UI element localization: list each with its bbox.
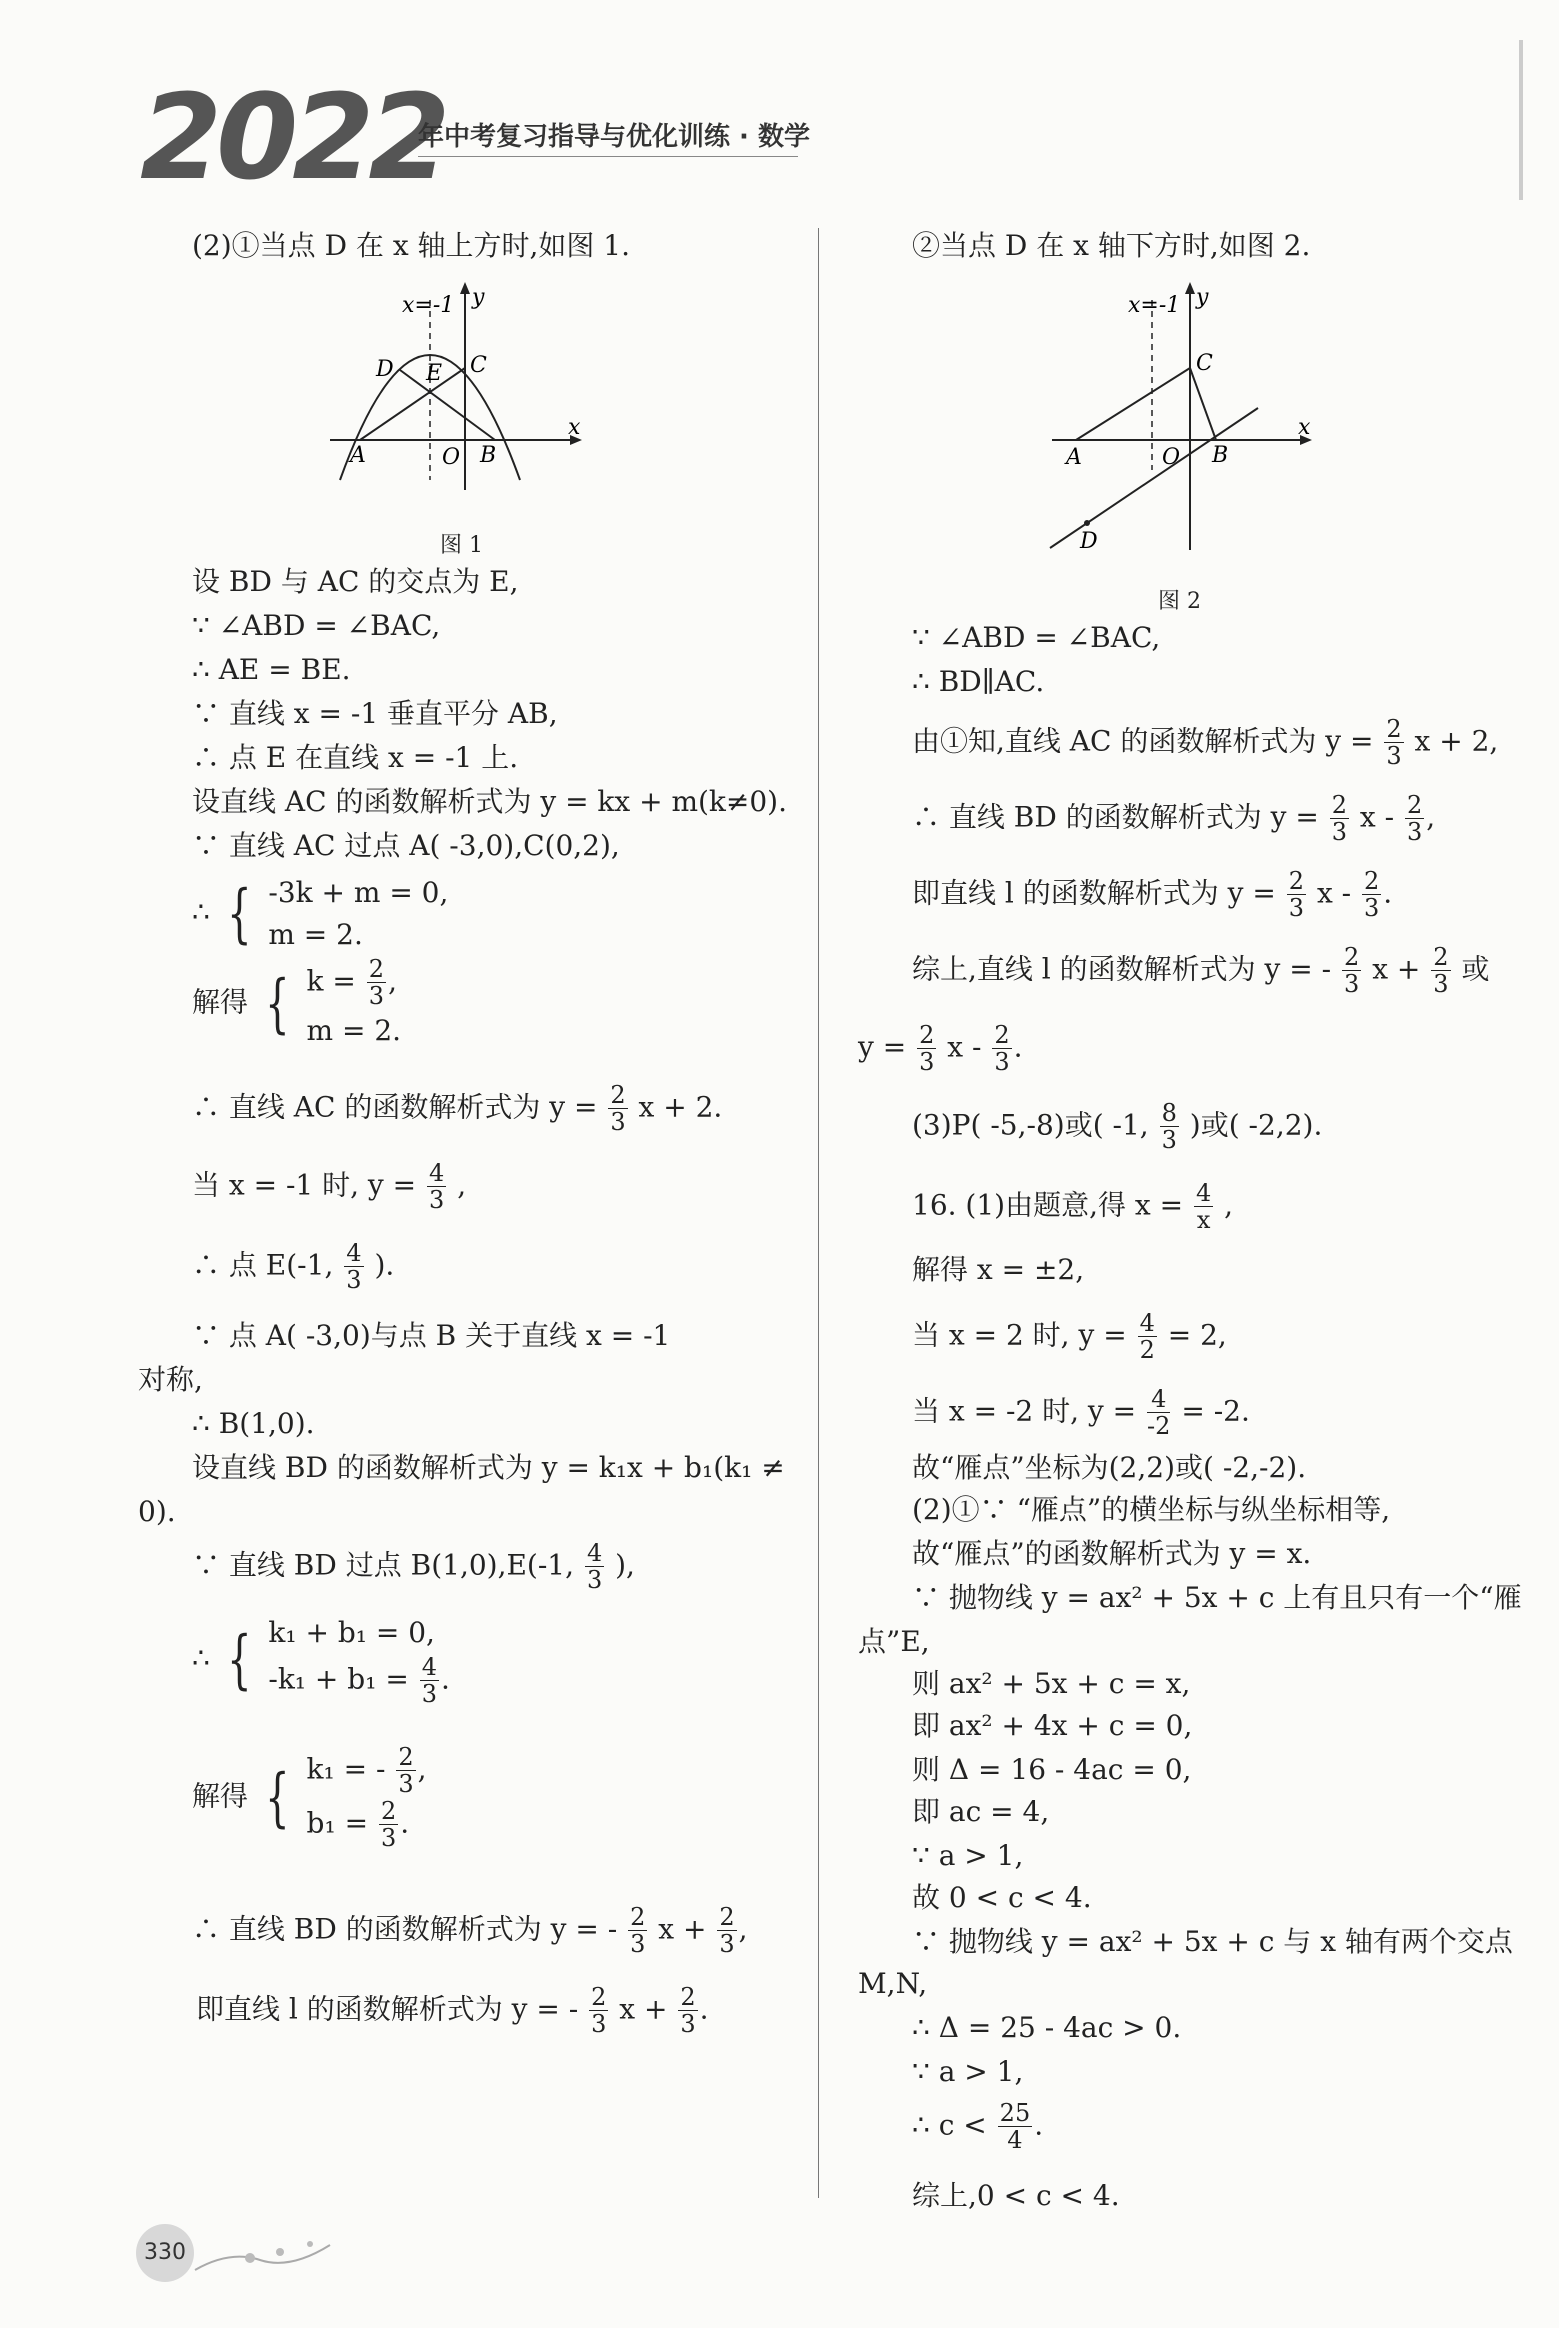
system-1-eq-a: -3k + m = 0,	[268, 876, 449, 909]
numerator: 2	[1386, 715, 1402, 743]
system-1-eq-b: m = 2.	[268, 918, 363, 951]
system-3	[192, 1612, 450, 1708]
system-3-eq-a: k₁ + b₁ = 0,	[268, 1616, 435, 1649]
denominator: 3	[1433, 970, 1449, 999]
denominator: 3	[380, 1824, 397, 1853]
fraction	[1160, 1100, 1179, 1154]
right-line-29	[912, 2100, 1043, 2154]
numerator: 2	[680, 1983, 696, 2011]
fraction	[344, 1240, 363, 1294]
right-line-20: 即 ax² + 4x + c = 0,	[912, 1709, 1193, 1742]
fig1-label-B: B	[480, 443, 497, 468]
fig2-label-D: D	[1080, 529, 1098, 554]
fraction	[1287, 868, 1306, 922]
denominator: 3	[346, 1266, 362, 1295]
numerator: 2	[1288, 867, 1305, 895]
fraction	[396, 1744, 415, 1798]
fraction	[420, 1654, 439, 1708]
figure-1	[320, 280, 600, 500]
therefore-symbol: ∴	[192, 1641, 210, 1675]
text: .	[699, 1992, 709, 2026]
denominator: -2	[1147, 1412, 1171, 1441]
denominator: 3	[1364, 894, 1380, 923]
left-line-12	[192, 1240, 394, 1294]
fraction	[1147, 1386, 1170, 1440]
solve-label: 解得	[192, 985, 249, 1019]
denominator: 3	[994, 1048, 1010, 1077]
right-line-5	[912, 792, 1435, 846]
text: y =	[858, 1030, 907, 1064]
text: ∵ 直线 BD 过点 B(1,0),E(-1,	[192, 1548, 575, 1582]
numerator: 2	[919, 1021, 935, 1049]
left-line-19	[192, 1904, 748, 1958]
right-line-12	[912, 1310, 1227, 1364]
fig2-label-y: y	[1196, 285, 1209, 310]
numerator: 4	[429, 1159, 445, 1187]
numerator: 25	[999, 2099, 1031, 2127]
right-line-4	[912, 716, 1498, 770]
brace: {	[265, 966, 290, 1041]
denominator: 3	[586, 1566, 603, 1595]
right-line-16: 故“雁点”的函数解析式为 y = x.	[912, 1537, 1312, 1570]
fraction	[589, 1984, 608, 2038]
figure-1-caption: 图 1	[440, 533, 483, 558]
right-line-15: (2)①∵ “雁点”的横坐标与纵坐标相等,	[912, 1493, 1391, 1526]
fraction	[992, 1022, 1011, 1076]
right-line-8	[858, 1022, 1023, 1076]
right-line-6	[912, 868, 1392, 922]
right-line-26: M,N,	[858, 1967, 928, 2000]
fig2-label-xline: x=-1	[1128, 293, 1181, 318]
text: x + 2.	[638, 1090, 723, 1124]
numerator: 2	[630, 1903, 646, 1931]
numerator: 4	[346, 1239, 362, 1267]
fraction	[585, 1540, 604, 1594]
fig1-label-O: O	[442, 445, 461, 470]
left-line-6: ∴ 点 E 在直线 x = -1 上.	[192, 741, 519, 774]
text: ∴ 直线 BD 的函数解析式为 y = -	[192, 1912, 618, 1946]
fraction	[367, 956, 386, 1010]
solve-label: 解得	[192, 1779, 249, 1813]
fraction	[917, 1022, 936, 1076]
right-line-21: 则 Δ = 16 - 4ac = 0,	[912, 1753, 1192, 1786]
fig1-label-y: y	[472, 285, 485, 310]
fraction	[427, 1160, 446, 1214]
text: ,	[1426, 800, 1436, 834]
denominator: 3	[368, 982, 385, 1011]
denominator: 3	[591, 2010, 607, 2039]
text: .	[1013, 1030, 1023, 1064]
right-line-7	[912, 944, 1489, 998]
numerator: 2	[610, 1081, 626, 1109]
system-1	[192, 872, 448, 956]
right-line-3: ∴ BD∥AC.	[912, 665, 1045, 698]
text: .	[440, 1662, 450, 1696]
denominator: 3	[919, 1048, 935, 1077]
text: .	[1383, 876, 1393, 910]
fraction	[379, 1798, 398, 1852]
text: 即直线 l 的函数解析式为 y = -	[196, 1992, 579, 2026]
numerator: 4	[586, 1539, 603, 1567]
text: 由①知,直线 AC 的函数解析式为 y =	[912, 724, 1374, 758]
figure-2-caption: 图 2	[1158, 589, 1201, 614]
numerator: 4	[1139, 1309, 1155, 1337]
numerator: 2	[1331, 791, 1347, 819]
text: .	[1034, 2108, 1044, 2142]
right-line-28: ∵ a > 1,	[912, 2055, 1024, 2088]
left-line-4: ∴ AE = BE.	[192, 653, 351, 686]
page-number: 330	[136, 2224, 194, 2282]
numerator: 2	[591, 1983, 607, 2011]
text: )或( -2,2).	[1189, 1108, 1323, 1142]
text: ,	[738, 1912, 748, 1946]
denominator: 3	[1386, 742, 1402, 771]
system-4	[192, 1744, 427, 1852]
left-line-16: 设直线 BD 的函数解析式为 y = k₁x + b₁(k₁ ≠	[192, 1451, 785, 1484]
right-line-30: 综上,0 < c < 4.	[912, 2179, 1120, 2212]
right-line-13	[912, 1386, 1250, 1440]
text: ∴ c <	[912, 2108, 987, 2142]
left-line-14: 对称,	[138, 1363, 203, 1396]
text: ∴ 直线 BD 的函数解析式为 y =	[912, 800, 1319, 834]
fraction	[1405, 792, 1424, 846]
denominator: 3	[610, 1108, 626, 1137]
fraction	[608, 1082, 627, 1136]
denominator: 3	[1344, 970, 1360, 999]
fig1-label-xline: x=-1	[402, 293, 455, 318]
text: x +	[1372, 952, 1421, 986]
left-line-18	[192, 1540, 635, 1594]
denominator: 3	[421, 1680, 437, 1709]
column-divider	[818, 228, 819, 2198]
fraction	[717, 1904, 736, 1958]
left-line-13: ∵ 点 A( -3,0)与点 B 关于直线 x = -1	[192, 1319, 671, 1352]
right-line-17: ∵ 抛物线 y = ax² + 5x + c 上有且只有一个“雁	[912, 1581, 1522, 1614]
left-line-7: 设直线 AC 的函数解析式为 y = kx + m(k≠0).	[192, 785, 787, 818]
left-line-11	[192, 1160, 466, 1214]
text: x -	[947, 1030, 982, 1064]
text: x + 2,	[1414, 724, 1499, 758]
right-line-11: 解得 x = ±2,	[912, 1253, 1085, 1286]
text: = -2.	[1181, 1394, 1250, 1428]
text: 综上,直线 l 的函数解析式为 y = -	[912, 952, 1332, 986]
left-line-8: ∵ 直线 AC 过点 A( -3,0),C(0,2),	[192, 829, 620, 862]
figure-2	[1040, 280, 1330, 570]
fraction	[1138, 1310, 1157, 1364]
text: ∴ 直线 AC 的函数解析式为 y =	[192, 1090, 598, 1124]
left-line-5: ∵ 直线 x = -1 垂直平分 AB,	[192, 697, 558, 730]
numerator: 2	[1344, 943, 1360, 971]
text: 当 x = -2 时, y =	[912, 1394, 1137, 1428]
header-rule	[418, 156, 798, 157]
denominator: 3	[719, 1930, 735, 1959]
text: x -	[1316, 876, 1352, 910]
numerator: 2	[368, 955, 385, 983]
fig1-label-x: x	[568, 415, 581, 440]
decorative-swirl-icon	[190, 2230, 340, 2280]
fraction	[1342, 944, 1361, 998]
system-2: 解得 { k = $\frac{2}{3}$ , m = 2.	[192, 956, 401, 1052]
fraction	[1431, 944, 1450, 998]
denominator: 3	[429, 1186, 445, 1215]
fraction	[1362, 868, 1381, 922]
left-line-3: ∵ ∠ABD = ∠BAC,	[192, 609, 441, 642]
text: (3)P( -5,-8)或( -1,	[912, 1108, 1149, 1142]
right-line-10	[912, 1180, 1233, 1234]
fig1-label-D: D	[376, 357, 394, 382]
right-line-14: 故“雁点”坐标为(2,2)或( -2,-2).	[912, 1451, 1307, 1484]
numerator: 8	[1161, 1099, 1177, 1127]
text: ).	[374, 1248, 395, 1282]
text: ∴ 点 E(-1,	[192, 1248, 334, 1282]
brace: {	[226, 877, 252, 951]
right-line-27: ∴ Δ = 25 - 4ac > 0.	[912, 2011, 1182, 2044]
denominator: 3	[1288, 894, 1305, 923]
brace: {	[226, 1622, 252, 1697]
left-line-17: 0).	[138, 1495, 176, 1528]
fig2-label-x: x	[1298, 415, 1311, 440]
denominator: 3	[1406, 818, 1423, 847]
right-line-9	[912, 1100, 1322, 1154]
denominator: x	[1196, 1206, 1211, 1235]
text: ,	[457, 1168, 467, 1202]
right-line-22: 即 ac = 4,	[912, 1795, 1050, 1828]
text: x +	[619, 1992, 668, 2026]
fig1-label-A: A	[350, 443, 366, 468]
fraction	[628, 1904, 647, 1958]
numerator: 2	[1364, 867, 1380, 895]
text: 当 x = -1 时, y =	[192, 1168, 417, 1202]
system-2-eq-b: m = 2.	[306, 1013, 402, 1047]
denominator: 3	[1331, 818, 1347, 847]
system-4-eq-b: b₁ =	[306, 1806, 369, 1840]
numerator: 4	[421, 1653, 437, 1681]
fig2-label-O: O	[1162, 445, 1181, 470]
left-line-1: (2)①当点 D 在 x 轴上方时,如图 1.	[192, 229, 631, 262]
denominator: 2	[1139, 1336, 1155, 1365]
text: ,	[1224, 1188, 1234, 1222]
denominator: 3	[398, 1770, 414, 1799]
left-line-10	[192, 1082, 722, 1136]
text: x +	[658, 1912, 707, 1946]
denominator: 4	[1007, 2126, 1023, 2155]
system-3-eq-b: -k₁ + b₁ =	[268, 1662, 409, 1696]
header-year: 2022	[140, 68, 445, 206]
numerator: 2	[380, 1796, 397, 1825]
fig1-label-C: C	[470, 353, 487, 378]
text: ),	[615, 1548, 635, 1582]
fraction	[1194, 1180, 1213, 1234]
right-line-18: 点”E,	[858, 1625, 930, 1658]
right-line-19: 则 ax² + 5x + c = x,	[912, 1667, 1191, 1700]
fig2-label-B: B	[1212, 443, 1229, 468]
numerator: 2	[719, 1903, 735, 1931]
therefore-symbol: ∴	[192, 895, 210, 929]
system-2-eq-a: k =	[306, 964, 356, 998]
numerator: 2	[1406, 791, 1423, 819]
fraction	[1384, 716, 1403, 770]
text: ,	[417, 1752, 427, 1786]
left-line-2: 设 BD 与 AC 的交点为 E,	[192, 565, 519, 598]
fig2-label-C: C	[1196, 351, 1213, 376]
text: = 2,	[1167, 1318, 1227, 1352]
text: 即直线 l 的函数解析式为 y =	[912, 876, 1276, 910]
denominator: 3	[680, 2010, 696, 2039]
right-line-24: 故 0 < c < 4.	[912, 1881, 1092, 1914]
fraction	[678, 1984, 697, 2038]
system-4-eq-a: k₁ = -	[306, 1752, 386, 1786]
denominator: 3	[1161, 1126, 1177, 1155]
numerator: 4	[1195, 1179, 1212, 1207]
right-line-25: ∵ 抛物线 y = ax² + 5x + c 与 x 轴有两个交点	[912, 1925, 1513, 1958]
fraction	[1330, 792, 1349, 846]
right-line-2: ∵ ∠ABD = ∠BAC,	[912, 621, 1161, 654]
page-edge	[1519, 40, 1523, 200]
right-line-1: ②当点 D 在 x 轴下方时,如图 2.	[912, 229, 1311, 262]
numerator: 2	[994, 1021, 1010, 1049]
fig1-label-E: E	[426, 361, 443, 386]
numerator: 2	[1433, 943, 1449, 971]
fraction	[998, 2100, 1033, 2154]
denominator: 3	[630, 1930, 646, 1959]
left-line-15: ∴ B(1,0).	[192, 1407, 315, 1440]
text: x -	[1359, 800, 1395, 834]
brace: {	[265, 1760, 290, 1835]
right-line-23: ∵ a > 1,	[912, 1839, 1024, 1872]
text: .	[400, 1806, 410, 1840]
numerator: 2	[398, 1743, 414, 1771]
left-line-20	[196, 1984, 709, 2038]
text: 或	[1461, 952, 1490, 986]
text: 当 x = 2 时, y =	[912, 1318, 1127, 1352]
header-subtitle: 年中考复习指导与优化训练 · 数学	[418, 122, 810, 152]
text: 16. (1)由题意,得 x =	[912, 1188, 1184, 1222]
fig2-label-A: A	[1066, 445, 1082, 470]
numerator: 4	[1147, 1386, 1170, 1413]
